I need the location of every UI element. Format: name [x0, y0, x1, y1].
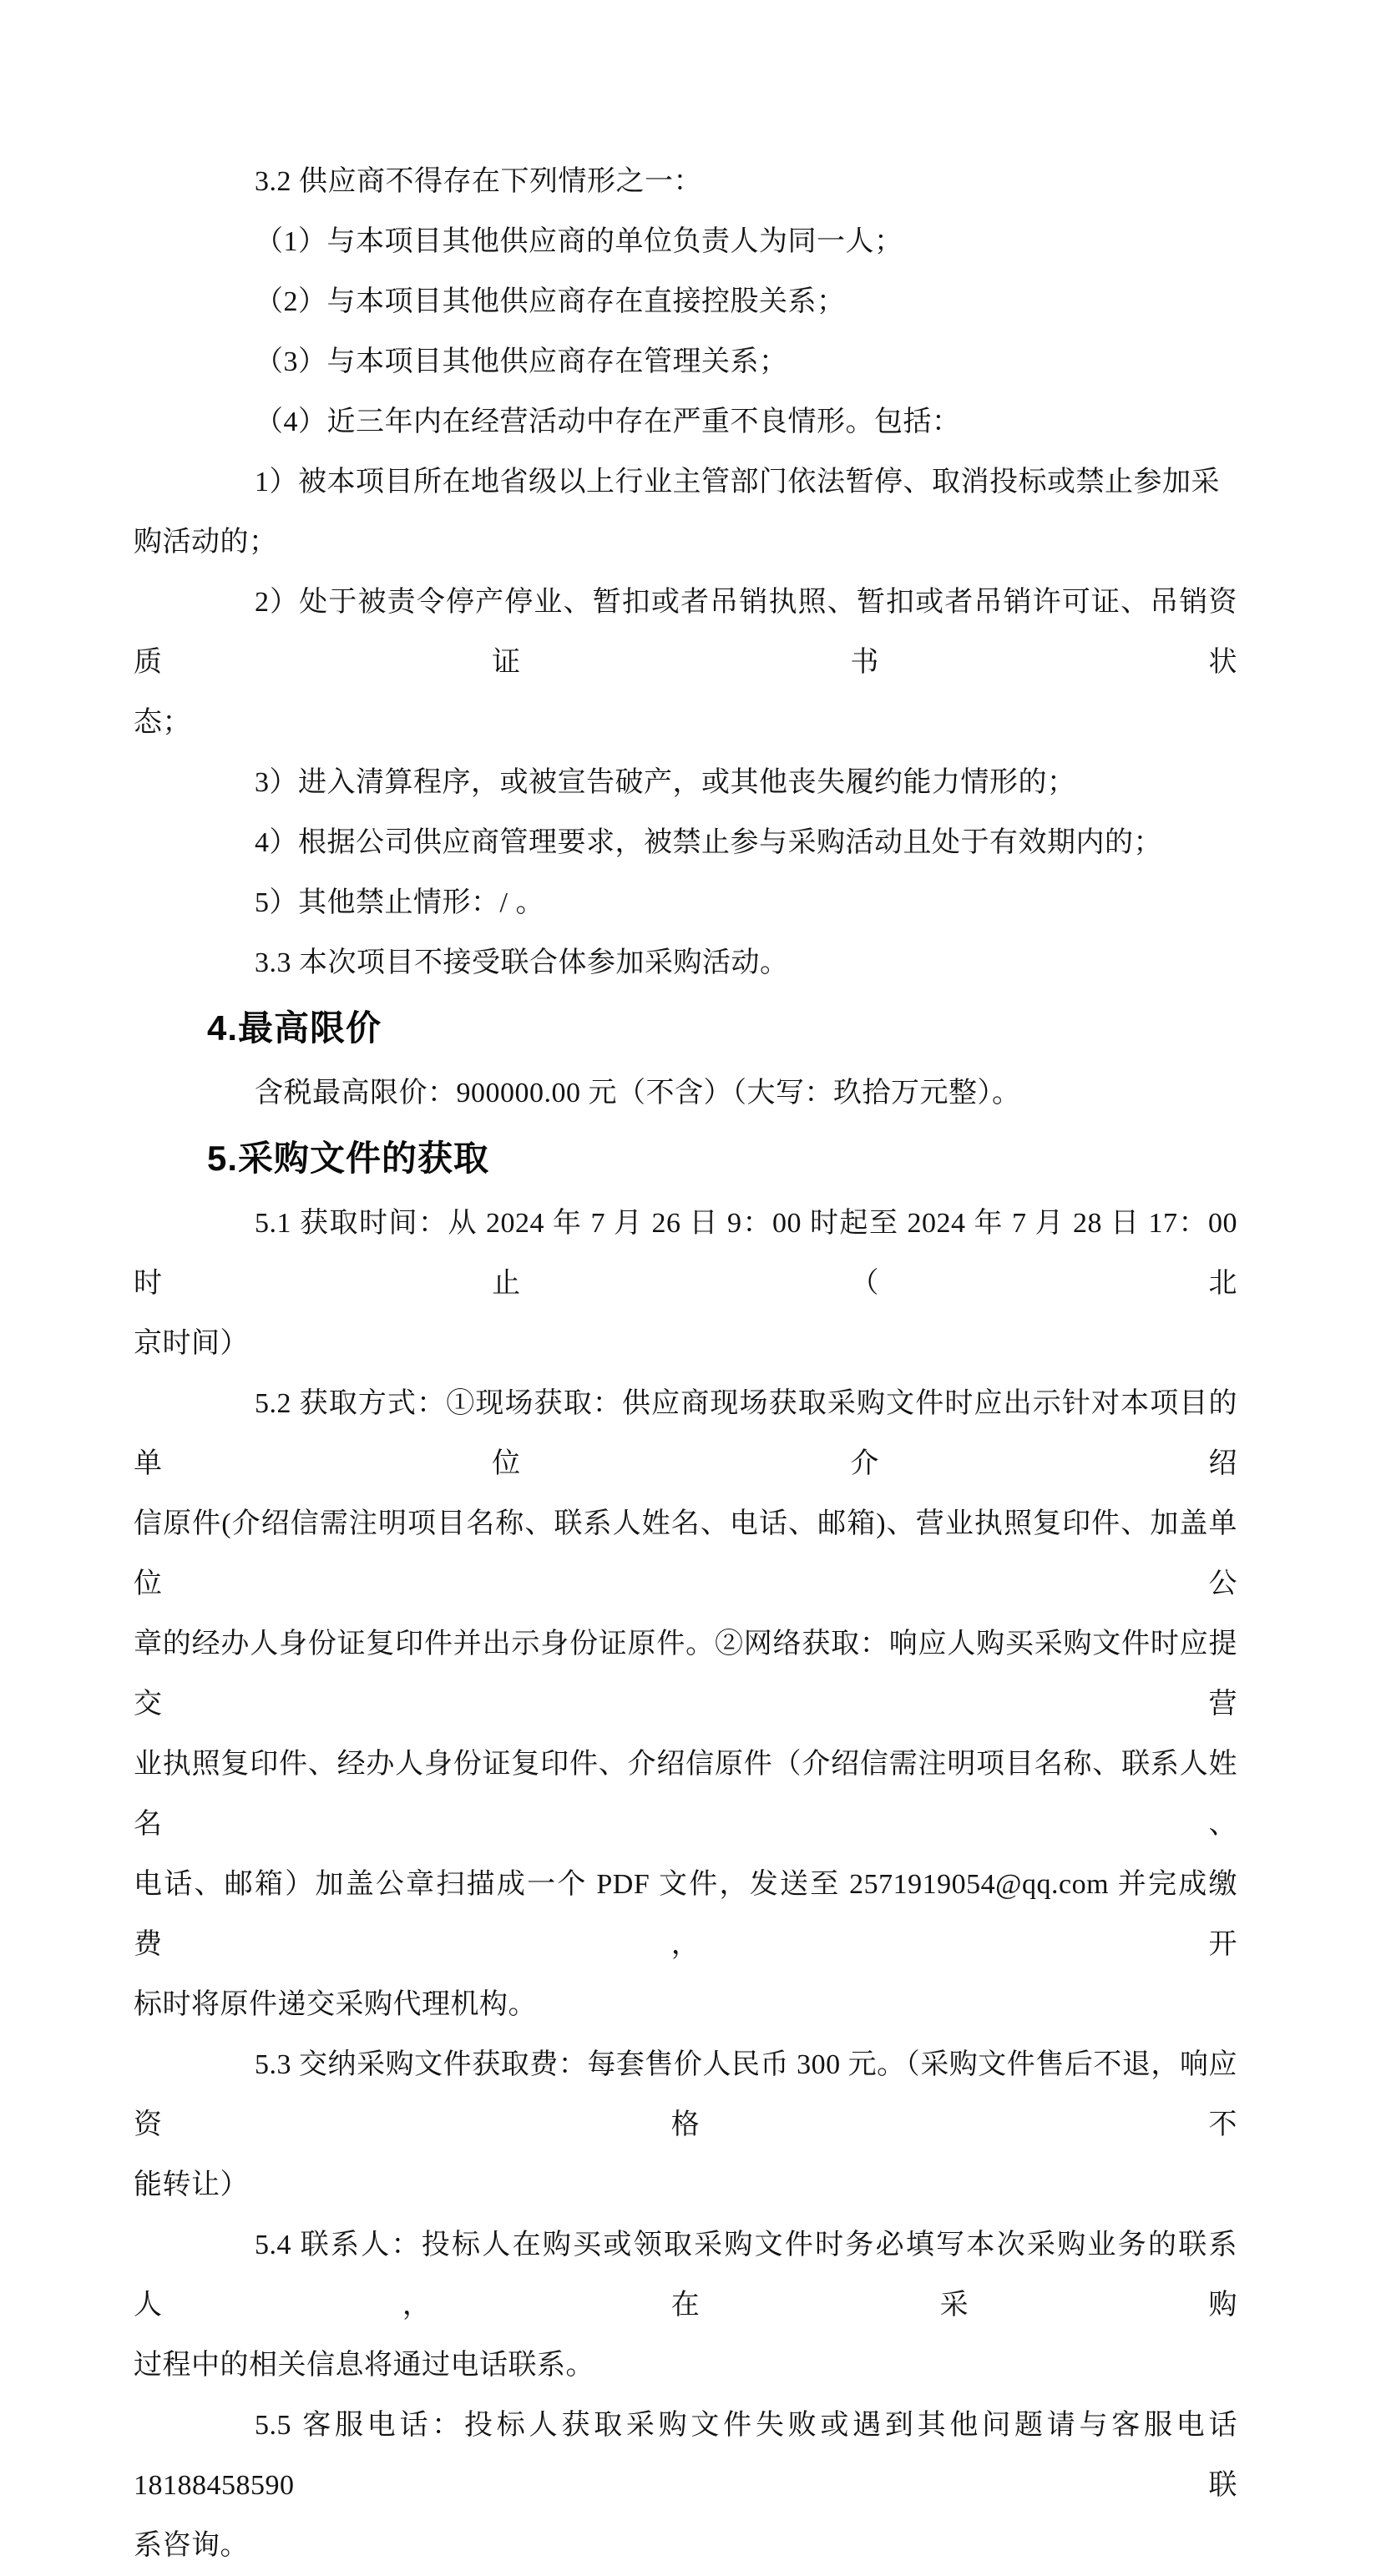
text-line: 含税最高限价：900000.00 元（不含）（大写：玖拾万元整）。	[255, 1078, 1021, 1109]
text-line: 5.3 交纳采购文件获取费：每套售价人民币 300 元。（采购文件售后不退，响应资格不	[134, 2049, 1237, 2140]
text-line: 1）被本项目所在地省级以上行业主管部门依法暂停、取消投标或禁止参加采购活动的；	[134, 467, 1220, 558]
text-line: 3）进入清算程序，或被宣告破产，或其他丧失履约能力情形的；	[255, 767, 1076, 798]
text-line: 京时间）	[134, 1328, 249, 1359]
text-line: （1）与本项目其他供应商的单位负责人为同一人；	[255, 226, 903, 257]
text-line: 态；	[134, 707, 191, 738]
text-line: 3.2 供应商不得存在下列情形之一：	[255, 166, 702, 197]
text-line: 章的经办人身份证复印件并出示身份证原件。②网络获取：响应人购买采购文件时应提交营	[134, 1629, 1237, 1720]
document-content	[134, 152, 1237, 2576]
section-heading: 5.采购文件的获取	[207, 1139, 490, 1178]
text-line: 4）根据公司供应商管理要求，被禁止参与采购活动且处于有效期内的；	[255, 827, 1162, 858]
text-line: 5.1 获取时间：从 2024 年 7 月 26 日 9：00 时起至 2024 年 7 月 28 日 17：00 时止（北	[134, 1208, 1237, 1299]
section-heading: 4.最高限价	[207, 1008, 382, 1048]
text-line: （3）与本项目其他供应商存在管理关系；	[255, 346, 788, 377]
text-line: 5.4 联系人：投标人在购买或领取采购文件时务必填写本次采购业务的联系人，在采购	[134, 2230, 1237, 2321]
text-line: 信原件(介绍信需注明项目名称、联系人姓名、电话、邮箱)、营业执照复印件、加盖单位公	[134, 1508, 1237, 1599]
text-line: （2）与本项目其他供应商存在直接控股关系；	[255, 286, 846, 317]
text-line: 过程中的相关信息将通过电话联系。	[134, 2350, 594, 2381]
text-line: 能转让）	[134, 2169, 249, 2200]
text-line: 2）处于被责令停产停业、暂扣或者吊销执照、暂扣或者吊销许可证、吊销资质证书状	[134, 587, 1237, 678]
text-line: 5.2 获取方式：①现场获取：供应商现场获取采购文件时应出示针对本项目的单位介绍	[134, 1388, 1237, 1479]
text-line: 电话、邮箱）加盖公章扫描成一个 PDF 文件，发送至 2571919054@qq.com 并完成缴费，开	[134, 1869, 1237, 1960]
text-line: 系咨询。	[134, 2530, 249, 2561]
text-line: （4）近三年内在经营活动中存在严重不良情形。包括：	[255, 407, 961, 437]
text-line: 5.5 客服电话：投标人获取采购文件失败或遇到其他问题请与客服电话 18188458590 联	[134, 2410, 1237, 2501]
text-line: 标时将原件递交采购代理机构。	[134, 1989, 537, 2020]
text-line: 5）其他禁止情形：/ 。	[255, 887, 544, 918]
text-line: 3.3 本次项目不接受联合体参加采购活动。	[255, 947, 789, 978]
text-line: 业执照复印件、经办人身份证复印件、介绍信原件（介绍信需注明项目名称、联系人姓名、	[134, 1749, 1237, 1840]
